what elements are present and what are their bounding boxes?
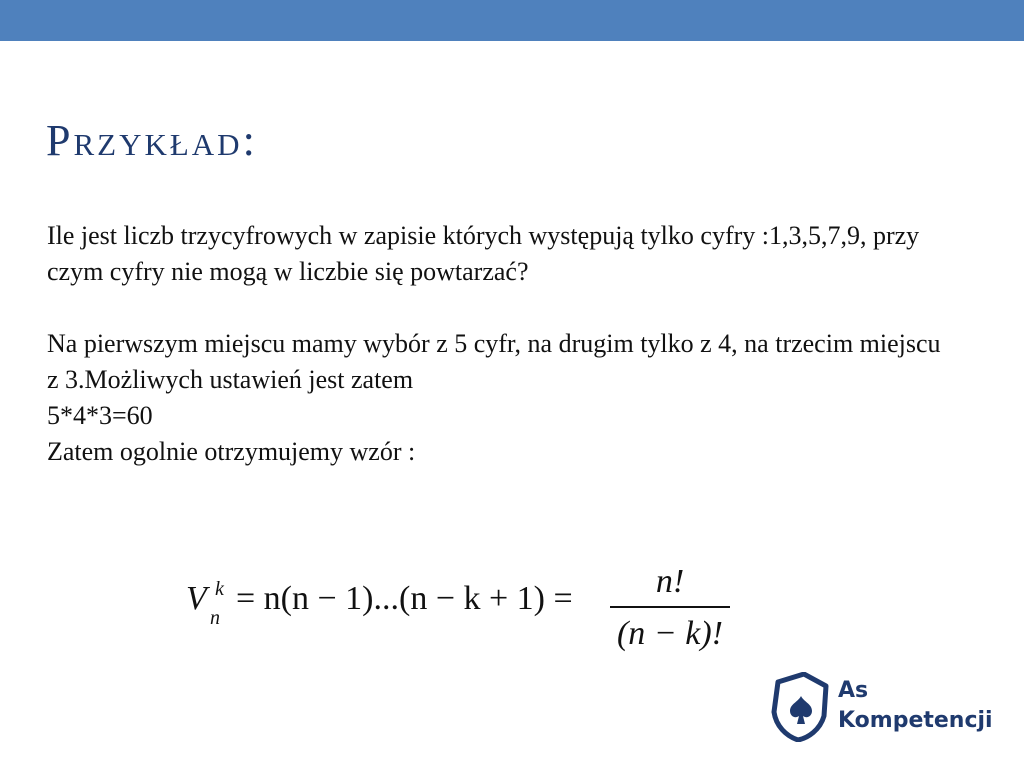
- formula-superscript: k: [215, 578, 224, 600]
- slide-body: [47, 218, 947, 470]
- formula-numerator: n!: [655, 563, 685, 600]
- formula-intro: Zatem ogolnie otrzymujemy wzór :: [47, 437, 416, 466]
- variation-formula: [180, 562, 760, 662]
- logo-line-1: As: [838, 678, 869, 703]
- logo-line-2: Kompetencji: [838, 708, 993, 733]
- formula-expression: = n(n − 1)...(n − k + 1) =: [236, 580, 573, 617]
- formula-fraction: [610, 562, 730, 654]
- explanation-paragraph: Na pierwszym miejscu mamy wybór z 5 cyfr, na drugim tylko z 4, na trzecim miejscu z 3.Możliwych ustawień jest zatem: [47, 329, 941, 394]
- as-kompetencji-logo: [770, 672, 1000, 744]
- formula-symbol: V: [186, 580, 207, 617]
- formula-denominator: (n − k)!: [616, 615, 723, 652]
- calculation-line: 5*4*3=60: [47, 401, 153, 430]
- question-paragraph: Ile jest liczb trzycyfrowych w zapisie których występują tylko cyfry :1,3,5,7,9, przy czym cyfry nie mogą w liczbie się powtarzać?: [47, 221, 920, 286]
- top-accent-bar: [0, 0, 1024, 41]
- logo-text: [838, 676, 993, 736]
- spade-shield-icon: [770, 672, 832, 742]
- slide-title: Przykład:: [46, 116, 258, 165]
- formula-subscript: n: [210, 607, 220, 629]
- fraction-bar: [610, 606, 730, 608]
